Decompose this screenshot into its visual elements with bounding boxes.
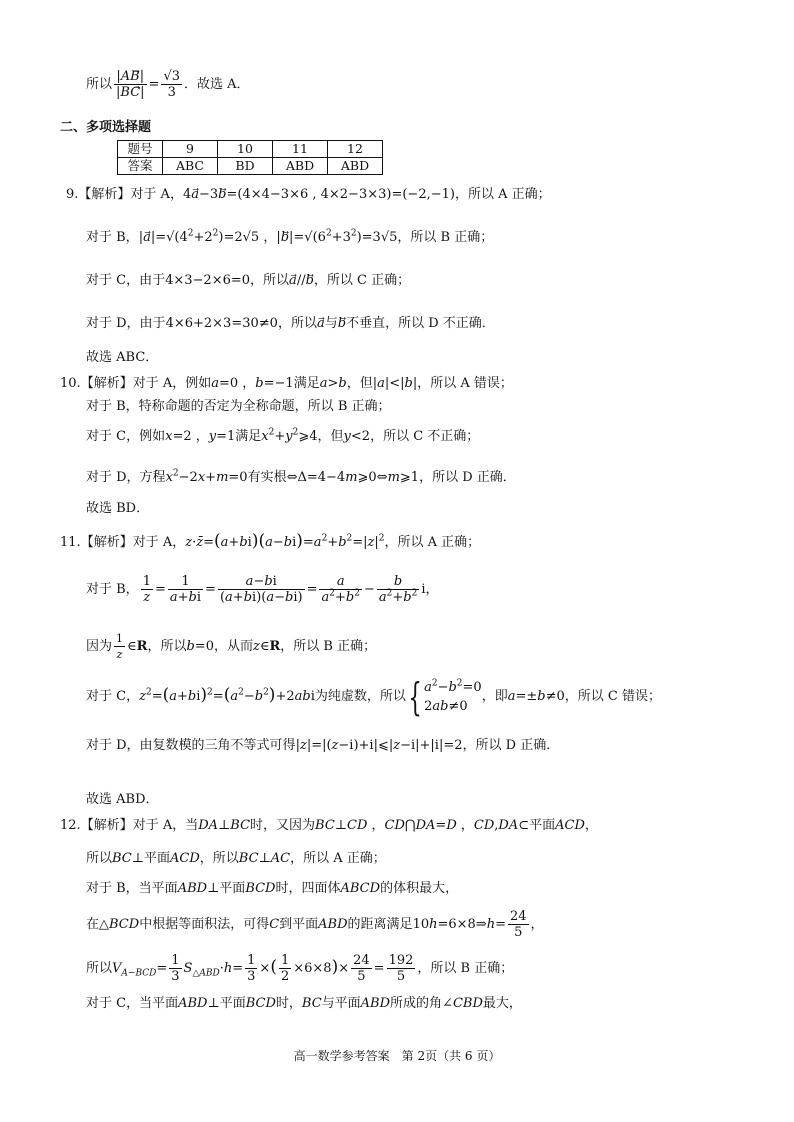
table-cell: 10 (218, 141, 273, 158)
q9-option-d: 对于 D，由于4×6+2×3=30≠0，所以a与b不垂直，所以 D 不正确． (86, 316, 495, 331)
q12-option-b-cont: 在△BCD中根据等面积法，可得C到平面ABD的距离满足10h=6×8⇒h= $\frac{24}{5}$ ， (86, 909, 544, 940)
ratio-fraction: $\frac{|AB⃗|}{|BC⃗|}$ (116, 69, 145, 100)
table-cell: ABD (328, 158, 383, 175)
table-row (118, 158, 383, 175)
q9-option-a: 9.【解析】对于 A，4a⃗−3b⃗=(4×4−3×6 , 4×2−3×3)=(−2,−1)，所以 A 正确； (66, 187, 551, 202)
q12-option-b: 对于 B，当平面ABD⊥平面BCD时，四面体ABCD的体积最大， (86, 881, 459, 896)
table-cell: BD (218, 158, 273, 175)
q11-option-c: 对于 C，$z^2=(a+bi)^2=(a^2-b^2)+2abi$为纯虚数，所以{ $a^2-b^2=0$ 2ab≠0，即a=±b≠0，所以 C 错误； (86, 674, 661, 719)
q9-option-c: 对于 C，由于4×3−2×6=0，所以a⃗//b，所以 C 正确； (86, 273, 411, 288)
q9-tag: 【解析】 (78, 187, 131, 202)
q9-option-b: 对于 B，$|a⃗|=√(4^2+2^2)=2√5$ ，$|b⃗|=√(6^2+3^2)=3√5$，所以 B 正确； (86, 228, 494, 245)
page-footer: 高一数学参考答案 第 2页（共 6 页） (293, 1049, 501, 1063)
q11-option-d: 对于 D，由复数模的三角不等式可得|z|=|(z−i)+i|⩽|z−i|+|i|=2，所以 D 正确． (86, 738, 560, 753)
top-conclusion-line: 所以 $\frac{|AB⃗|}{|BC⃗|}$ = $\frac{√3}{3}$ ．故选 A． (86, 69, 250, 100)
top-conclusion: ．故选 A． (184, 77, 250, 92)
q12-option-a-cont: 所以BC⊥平面ACD，所以BC⊥AC，所以 A 正确； (86, 851, 386, 866)
q10-conclusion: 故选 BD． (86, 501, 150, 516)
q11-option-a: 11.【解析】对于 A，$z\cdot z̄=(a+bi)(a-bi)=a^2+b^2=|z|^2$，所以 A 正确； (60, 531, 481, 551)
q9-number: 9. (66, 187, 79, 202)
table-cell: 9 (163, 141, 218, 158)
q12-option-c: 对于 C，当平面ABD⊥平面BCD时，BC与平面ABD所成的角∠CBD最大， (86, 996, 522, 1011)
answer-table (117, 140, 383, 175)
table-row (118, 141, 383, 158)
section-title: 二、多项选择题 (60, 120, 152, 135)
top-prefix: 所以 (86, 77, 113, 92)
table-answer-label: 答案 (118, 158, 163, 175)
table-cell: 11 (273, 141, 328, 158)
table-cell: ABC (163, 158, 218, 175)
q11-option-b-cont: 因为 $\frac{1}{z}$ ∈R，所以b=0，从而z∈R，所以 B 正确； (86, 632, 377, 661)
q10-option-a: 10.【解析】对于 A，例如a=0 ，b=−1满足a>b，但|a|<|b|，所以 A 错误； (60, 376, 513, 391)
q10-option-b: 对于 B，特称命题的否定为全称命题，所以 B 正确； (86, 399, 391, 414)
table-cell: ABD (273, 158, 328, 175)
table-cell: 12 (328, 141, 383, 158)
q12-option-a: 12.【解析】对于 A，当DA⊥BC时，又因为BC⊥CD ，CD⋂DA=D ，CD,DA⊂平面ACD， (60, 818, 598, 833)
q10-number: 10. (60, 376, 81, 391)
q10-option-d: 对于 D，方程$x^2-2x+m=0$有实根⇔Δ=4−4m⩾0⇔m⩾1，所以 D 正确． (86, 468, 516, 485)
table-header-label: 题号 (118, 141, 163, 158)
q11-option-b: 对于 B， $\frac{1}{z}$ = $\frac{1}{a+bi}$ = $\frac{a-bi}{(a+bi)(a-bi)}$ = $\frac{a}{a^2+b^2}$ − $\frac{b}{a^2+b^2}$ i， (86, 574, 439, 605)
q12-option-b-volume: 所以$V_{A-BCD}=$ $\frac{1}{3}$ $S_{\triangle ABD}\cdot h=$ $\frac{1}{3}$ ×( $\frac{1}{2}$ ×6×8)× $\frac{24}{5}$ = $\frac{192}{5}$ ，所以 B 正确； (86, 953, 514, 984)
q10-option-c: 对于 C，例如x=2 ，y=1满足$x^2+y^2⩾4$，但y<2，所以 C 不正确； (86, 427, 480, 444)
q9-conclusion: 故选 ABC． (86, 350, 159, 365)
q11-conclusion: 故选 ABD． (86, 792, 159, 807)
